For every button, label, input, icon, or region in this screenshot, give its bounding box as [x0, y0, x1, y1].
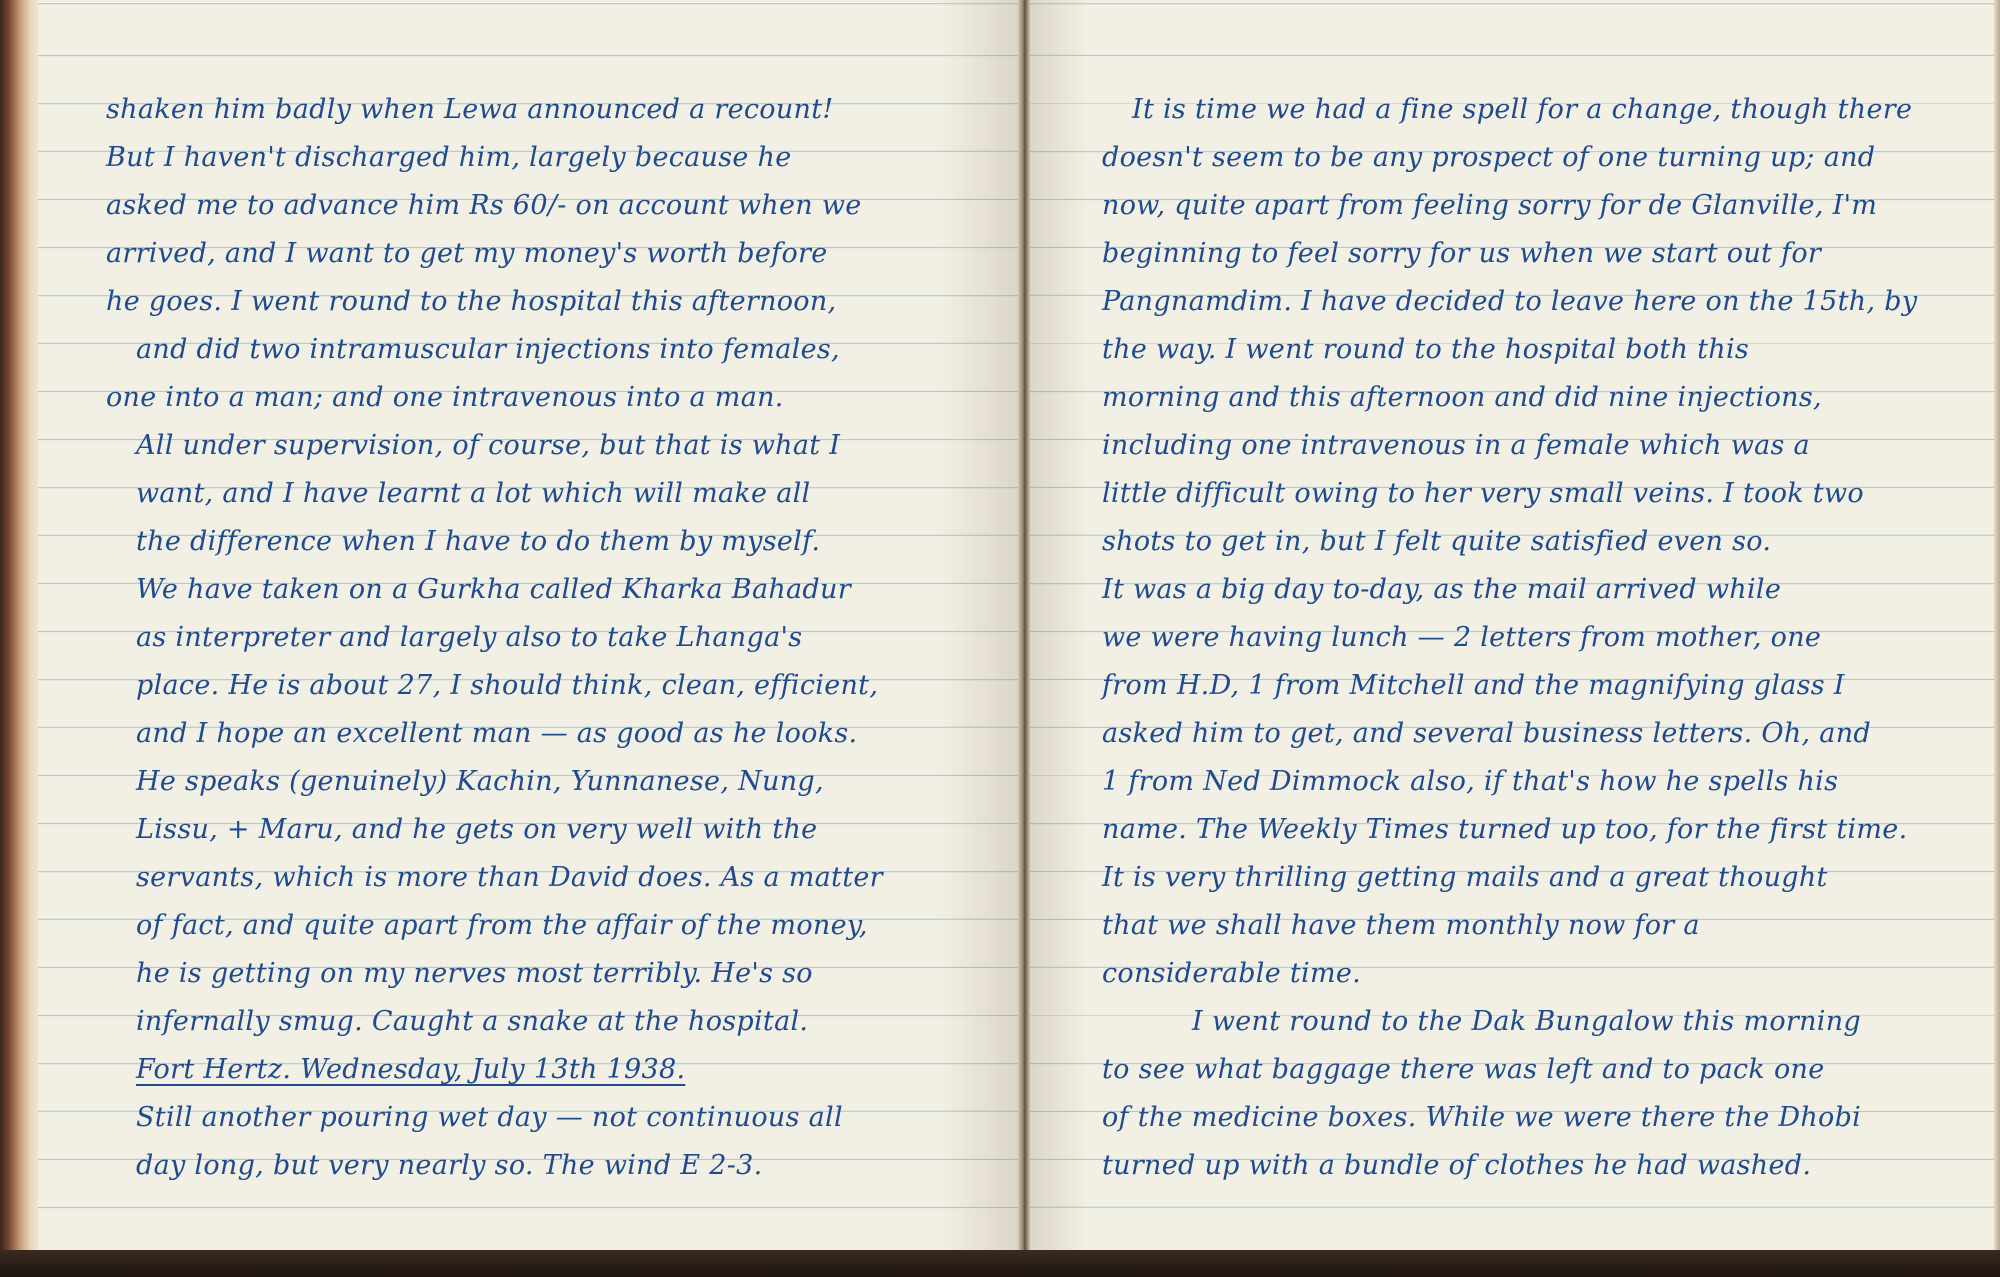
left-line-1: shaken him badly when Lewa announced a recount!: [106, 94, 834, 125]
right-line-3: now, quite apart from feeling sorry for de Glanville, I'm: [1102, 190, 1878, 221]
right-line-19: considerable time.: [1102, 958, 1362, 989]
left-page: [38, 0, 1018, 1252]
left-line-12: as interpreter and largely also to take Lhanga's: [136, 622, 803, 653]
left-line-20: infernally smug. Caught a snake at the hospital.: [136, 1006, 809, 1037]
right-line-20: I went round to the Dak Bungalow this morning: [1192, 1006, 1862, 1037]
book-gutter: [1018, 0, 1030, 1252]
left-line-16: Lissu, + Maru, and he gets on very well with the: [136, 814, 818, 845]
right-line-1: It is time we had a fine spell for a change, though there: [1132, 94, 1913, 125]
book-bottom-edge: [0, 1250, 2000, 1277]
left-line-2: But I haven't discharged him, largely because he: [106, 142, 792, 173]
right-line-6: the way. I went round to the hospital both this: [1102, 334, 1750, 365]
left-line-9: want, and I have learnt a lot which will make all: [136, 478, 811, 509]
right-line-21: to see what baggage there was left and to pack one: [1102, 1054, 1825, 1085]
right-line-17: It is very thrilling getting mails and a great thought: [1102, 862, 1828, 893]
right-line-4: beginning to feel sorry for us when we start out for: [1102, 238, 1822, 269]
left-line-22: Still another pouring wet day — not continuous all: [136, 1102, 843, 1133]
left-line-10: the difference when I have to do them by myself.: [136, 526, 821, 557]
entry-date-heading: Fort Hertz. Wednesday, July 13th 1938.: [136, 1054, 686, 1085]
left-line-11: We have taken on a Gurkha called Kharka Bahadur: [136, 574, 851, 605]
left-line-18: of fact, and quite apart from the affair of the money,: [136, 910, 868, 941]
left-line-8: All under supervision, of course, but that is what I: [136, 430, 841, 461]
left-line-3: asked me to advance him Rs 60/- on account when we: [106, 190, 862, 221]
left-line-19: he is getting on my nerves most terribly. He's so: [136, 958, 813, 989]
right-line-14: asked him to get, and several business letters. Oh, and: [1102, 718, 1871, 749]
left-line-23: day long, but very nearly so. The wind E 2-3.: [136, 1150, 763, 1181]
left-line-6: and did two intramuscular injections into females,: [136, 334, 840, 365]
right-page-text: [1030, 86, 2000, 1190]
right-line-2: doesn't seem to be any prospect of one turning up; and: [1102, 142, 1876, 173]
book-binding-edge: [0, 0, 38, 1277]
right-line-22: of the medicine boxes. While we were there the Dhobi: [1102, 1102, 1862, 1133]
right-line-9: little difficult owing to her very small veins. I took two: [1102, 478, 1864, 509]
left-line-4: arrived, and I want to get my money's worth before: [106, 238, 828, 269]
left-line-5: he goes. I went round to the hospital this afternoon,: [106, 286, 837, 317]
right-line-23: turned up with a bundle of clothes he had washed.: [1102, 1150, 1812, 1181]
right-line-10: shots to get in, but I felt quite satisfied even so.: [1102, 526, 1772, 557]
right-page: [1030, 0, 2000, 1252]
right-line-8: including one intravenous in a female which was a: [1102, 430, 1810, 461]
right-line-11: It was a big day to-day, as the mail arrived while: [1102, 574, 1782, 605]
left-line-17: servants, which is more than David does. As a matter: [136, 862, 883, 893]
right-line-5: Pangnamdim. I have decided to leave here on the 15th, by: [1102, 286, 1918, 317]
right-line-12: we were having lunch — 2 letters from mother, one: [1102, 622, 1822, 653]
right-line-18: that we shall have them monthly now for a: [1102, 910, 1700, 941]
right-line-13: from H.D, 1 from Mitchell and the magnifying glass I: [1102, 670, 1845, 701]
left-page-text: [38, 86, 1018, 1190]
right-line-16: name. The Weekly Times turned up too, for the first time.: [1102, 814, 1908, 845]
left-line-7: one into a man; and one intravenous into a man.: [106, 382, 784, 413]
right-line-15: 1 from Ned Dimmock also, if that's how he spells his: [1102, 766, 1839, 797]
left-line-13: place. He is about 27, I should think, clean, efficient,: [136, 670, 879, 701]
page-edge: [1994, 0, 2000, 1252]
left-line-14: and I hope an excellent man — as good as he looks.: [136, 718, 858, 749]
left-line-15: He speaks (genuinely) Kachin, Yunnanese, Nung,: [136, 766, 824, 797]
right-line-7: morning and this afternoon and did nine injections,: [1102, 382, 1822, 413]
